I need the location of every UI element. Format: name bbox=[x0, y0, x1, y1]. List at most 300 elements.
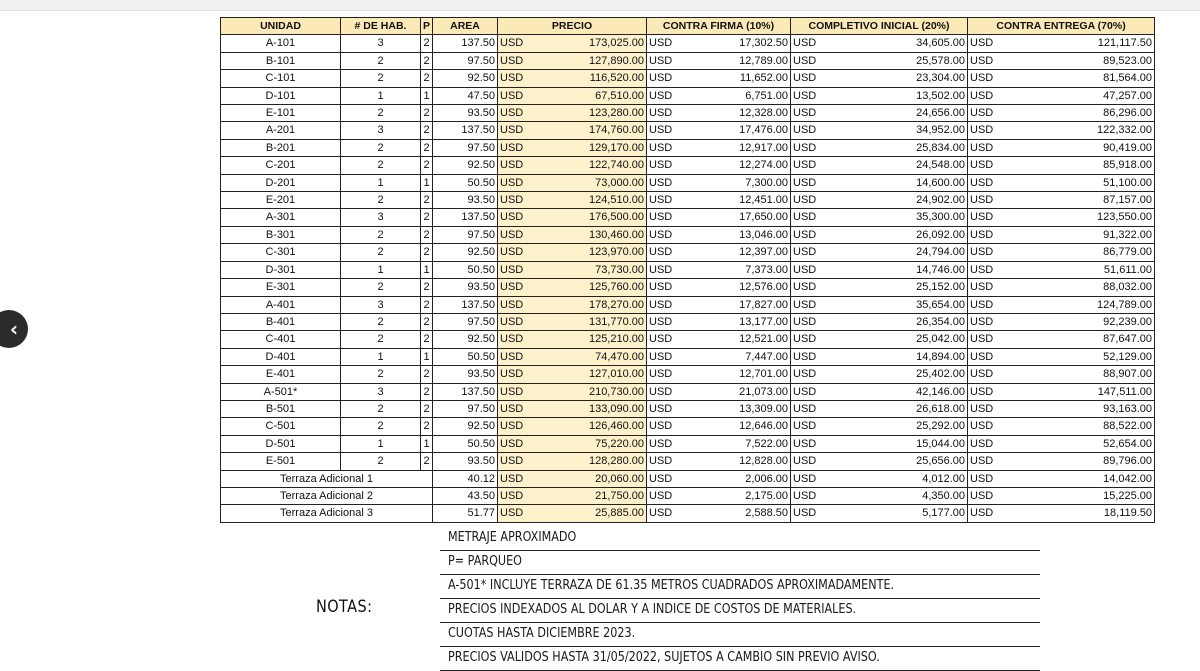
entrega-currency-cell: USD bbox=[968, 505, 1002, 522]
firma-amount-cell: 2,175.00 bbox=[681, 487, 791, 504]
table-row bbox=[221, 70, 1155, 87]
parking-cell: 2 bbox=[421, 35, 433, 52]
unit-cell: A-401 bbox=[221, 296, 341, 313]
price-cell: 131,770.00 bbox=[536, 313, 647, 330]
firma-amount-cell: 17,650.00 bbox=[681, 209, 791, 226]
unit-cell: E-401 bbox=[221, 366, 341, 383]
bedrooms-cell: 2 bbox=[341, 279, 421, 296]
unit-cell: D-201 bbox=[221, 174, 341, 191]
price-currency-cell: USD bbox=[498, 261, 536, 278]
price-currency-cell: USD bbox=[498, 331, 536, 348]
price-currency-cell: USD bbox=[498, 383, 536, 400]
area-cell: 97.50 bbox=[433, 52, 498, 69]
entrega-amount-cell: 51,100.00 bbox=[1002, 174, 1155, 191]
entrega-currency-cell: USD bbox=[968, 296, 1002, 313]
inicial-currency-cell: USD bbox=[791, 331, 825, 348]
inicial-amount-cell: 34,952.00 bbox=[825, 122, 968, 139]
entrega-currency-cell: USD bbox=[968, 383, 1002, 400]
price-currency-cell: USD bbox=[498, 418, 536, 435]
header-unidad: UNIDAD bbox=[221, 18, 341, 35]
entrega-amount-cell: 87,157.00 bbox=[1002, 192, 1155, 209]
note-text: PRECIOS INDEXADOS AL DOLAR Y A INDICE DE COSTOS DE MATERIALES. bbox=[448, 602, 857, 617]
price-cell: 123,970.00 bbox=[536, 244, 647, 261]
entrega-currency-cell: USD bbox=[968, 487, 1002, 504]
firma-currency-cell: USD bbox=[647, 435, 681, 452]
parking-cell: 2 bbox=[421, 139, 433, 156]
unit-cell: E-301 bbox=[221, 279, 341, 296]
price-currency-cell: USD bbox=[498, 366, 536, 383]
area-cell: 93.50 bbox=[433, 192, 498, 209]
entrega-currency-cell: USD bbox=[968, 122, 1002, 139]
firma-amount-cell: 12,451.00 bbox=[681, 192, 791, 209]
parking-cell: 2 bbox=[421, 105, 433, 122]
price-currency-cell: USD bbox=[498, 122, 536, 139]
entrega-currency-cell: USD bbox=[968, 87, 1002, 104]
price-currency-cell: USD bbox=[498, 296, 536, 313]
entrega-currency-cell: USD bbox=[968, 139, 1002, 156]
bedrooms-cell: 2 bbox=[341, 105, 421, 122]
bedrooms-cell: 2 bbox=[341, 366, 421, 383]
price-cell: 125,210.00 bbox=[536, 331, 647, 348]
price-cell: 116,520.00 bbox=[536, 70, 647, 87]
price-cell: 126,460.00 bbox=[536, 418, 647, 435]
firma-amount-cell: 7,300.00 bbox=[681, 174, 791, 191]
price-cell: 128,280.00 bbox=[536, 453, 647, 470]
area-cell: 97.50 bbox=[433, 226, 498, 243]
area-cell: 137.50 bbox=[433, 122, 498, 139]
inicial-currency-cell: USD bbox=[791, 348, 825, 365]
inicial-currency-cell: USD bbox=[791, 122, 825, 139]
entrega-amount-cell: 88,522.00 bbox=[1002, 418, 1155, 435]
inicial-currency-cell: USD bbox=[791, 105, 825, 122]
firma-amount-cell: 17,476.00 bbox=[681, 122, 791, 139]
entrega-currency-cell: USD bbox=[968, 209, 1002, 226]
terrace-row bbox=[221, 470, 1155, 487]
parking-cell: 2 bbox=[421, 122, 433, 139]
bedrooms-cell: 2 bbox=[341, 331, 421, 348]
bedrooms-cell: 2 bbox=[341, 192, 421, 209]
entrega-amount-cell: 92,239.00 bbox=[1002, 313, 1155, 330]
inicial-currency-cell: USD bbox=[791, 226, 825, 243]
entrega-amount-cell: 122,332.00 bbox=[1002, 122, 1155, 139]
price-cell: 123,280.00 bbox=[536, 105, 647, 122]
inicial-currency-cell: USD bbox=[791, 313, 825, 330]
price-currency-cell: USD bbox=[498, 505, 536, 522]
firma-amount-cell: 13,046.00 bbox=[681, 226, 791, 243]
firma-amount-cell: 12,274.00 bbox=[681, 157, 791, 174]
parking-cell: 1 bbox=[421, 261, 433, 278]
entrega-currency-cell: USD bbox=[968, 331, 1002, 348]
unit-cell: B-301 bbox=[221, 226, 341, 243]
price-cell: 73,730.00 bbox=[536, 261, 647, 278]
unit-cell: E-201 bbox=[221, 192, 341, 209]
table-row bbox=[221, 435, 1155, 452]
firma-amount-cell: 7,447.00 bbox=[681, 348, 791, 365]
price-currency-cell: USD bbox=[498, 470, 536, 487]
unit-cell: C-201 bbox=[221, 157, 341, 174]
area-cell: 50.50 bbox=[433, 174, 498, 191]
bedrooms-cell: 2 bbox=[341, 139, 421, 156]
inicial-amount-cell: 24,548.00 bbox=[825, 157, 968, 174]
price-cell: 73,000.00 bbox=[536, 174, 647, 191]
price-cell: 122,740.00 bbox=[536, 157, 647, 174]
note-item bbox=[440, 647, 1040, 671]
area-cell: 97.50 bbox=[433, 313, 498, 330]
table-row bbox=[221, 192, 1155, 209]
area-cell: 93.50 bbox=[433, 279, 498, 296]
price-cell: 130,460.00 bbox=[536, 226, 647, 243]
bedrooms-cell: 3 bbox=[341, 296, 421, 313]
entrega-amount-cell: 18,119.50 bbox=[1002, 505, 1155, 522]
note-text: P= PARQUEO bbox=[448, 554, 522, 569]
entrega-amount-cell: 87,647.00 bbox=[1002, 331, 1155, 348]
area-cell: 137.50 bbox=[433, 296, 498, 313]
table-row bbox=[221, 174, 1155, 191]
entrega-amount-cell: 147,511.00 bbox=[1002, 383, 1155, 400]
price-cell: 20,060.00 bbox=[536, 470, 647, 487]
price-currency-cell: USD bbox=[498, 487, 536, 504]
price-currency-cell: USD bbox=[498, 348, 536, 365]
inicial-amount-cell: 14,600.00 bbox=[825, 174, 968, 191]
firma-amount-cell: 17,827.00 bbox=[681, 296, 791, 313]
firma-amount-cell: 13,309.00 bbox=[681, 400, 791, 417]
firma-amount-cell: 12,397.00 bbox=[681, 244, 791, 261]
firma-amount-cell: 12,646.00 bbox=[681, 418, 791, 435]
price-cell: 178,270.00 bbox=[536, 296, 647, 313]
entrega-currency-cell: USD bbox=[968, 470, 1002, 487]
area-cell: 40.12 bbox=[433, 470, 498, 487]
table-row bbox=[221, 400, 1155, 417]
header-completivo-inicial: COMPLETIVO INICIAL (20%) bbox=[791, 18, 968, 35]
area-cell: 97.50 bbox=[433, 139, 498, 156]
price-currency-cell: USD bbox=[498, 105, 536, 122]
entrega-currency-cell: USD bbox=[968, 105, 1002, 122]
bedrooms-cell: 2 bbox=[341, 157, 421, 174]
inicial-amount-cell: 24,902.00 bbox=[825, 192, 968, 209]
entrega-currency-cell: USD bbox=[968, 313, 1002, 330]
unit-cell: A-201 bbox=[221, 122, 341, 139]
entrega-amount-cell: 86,779.00 bbox=[1002, 244, 1155, 261]
price-currency-cell: USD bbox=[498, 35, 536, 52]
entrega-amount-cell: 121,117.50 bbox=[1002, 35, 1155, 52]
inicial-amount-cell: 23,304.00 bbox=[825, 70, 968, 87]
price-cell: 173,025.00 bbox=[536, 35, 647, 52]
area-cell: 92.50 bbox=[433, 418, 498, 435]
inicial-amount-cell: 13,502.00 bbox=[825, 87, 968, 104]
inicial-currency-cell: USD bbox=[791, 453, 825, 470]
price-cell: 67,510.00 bbox=[536, 87, 647, 104]
entrega-currency-cell: USD bbox=[968, 70, 1002, 87]
area-cell: 137.50 bbox=[433, 383, 498, 400]
price-cell: 210,730.00 bbox=[536, 383, 647, 400]
area-cell: 93.50 bbox=[433, 105, 498, 122]
inicial-currency-cell: USD bbox=[791, 52, 825, 69]
firma-currency-cell: USD bbox=[647, 279, 681, 296]
entrega-currency-cell: USD bbox=[968, 435, 1002, 452]
price-cell: 127,010.00 bbox=[536, 366, 647, 383]
inicial-amount-cell: 25,042.00 bbox=[825, 331, 968, 348]
entrega-amount-cell: 93,163.00 bbox=[1002, 400, 1155, 417]
inicial-currency-cell: USD bbox=[791, 209, 825, 226]
bedrooms-cell: 1 bbox=[341, 87, 421, 104]
table-row bbox=[221, 418, 1155, 435]
area-cell: 92.50 bbox=[433, 70, 498, 87]
previous-page-button[interactable] bbox=[0, 310, 28, 348]
price-currency-cell: USD bbox=[498, 52, 536, 69]
price-cell: 74,470.00 bbox=[536, 348, 647, 365]
entrega-currency-cell: USD bbox=[968, 192, 1002, 209]
price-cell: 124,510.00 bbox=[536, 192, 647, 209]
inicial-amount-cell: 24,794.00 bbox=[825, 244, 968, 261]
table-row bbox=[221, 122, 1155, 139]
header-contra-entrega: CONTRA ENTREGA (70%) bbox=[968, 18, 1155, 35]
entrega-currency-cell: USD bbox=[968, 35, 1002, 52]
inicial-currency-cell: USD bbox=[791, 157, 825, 174]
inicial-amount-cell: 25,578.00 bbox=[825, 52, 968, 69]
parking-cell: 2 bbox=[421, 296, 433, 313]
chevron-left-icon: ‹ bbox=[9, 317, 19, 341]
inicial-currency-cell: USD bbox=[791, 400, 825, 417]
table-row bbox=[221, 105, 1155, 122]
parking-cell: 2 bbox=[421, 418, 433, 435]
bedrooms-cell: 2 bbox=[341, 418, 421, 435]
header-contra-firma: CONTRA FIRMA (10%) bbox=[647, 18, 791, 35]
table-row bbox=[221, 296, 1155, 313]
parking-cell: 1 bbox=[421, 435, 433, 452]
table-row bbox=[221, 348, 1155, 365]
price-currency-cell: USD bbox=[498, 70, 536, 87]
notes-list bbox=[440, 527, 1040, 671]
entrega-currency-cell: USD bbox=[968, 400, 1002, 417]
note-item bbox=[440, 575, 1040, 599]
entrega-amount-cell: 14,042.00 bbox=[1002, 470, 1155, 487]
parking-cell: 2 bbox=[421, 70, 433, 87]
price-cell: 25,885.00 bbox=[536, 505, 647, 522]
bedrooms-cell: 2 bbox=[341, 52, 421, 69]
unit-cell: C-301 bbox=[221, 244, 341, 261]
firma-amount-cell: 12,828.00 bbox=[681, 453, 791, 470]
area-cell: 50.50 bbox=[433, 261, 498, 278]
entrega-currency-cell: USD bbox=[968, 366, 1002, 383]
firma-currency-cell: USD bbox=[647, 70, 681, 87]
header-parqueo: P bbox=[421, 18, 433, 35]
entrega-currency-cell: USD bbox=[968, 174, 1002, 191]
area-cell: 43.50 bbox=[433, 487, 498, 504]
parking-cell: 1 bbox=[421, 348, 433, 365]
firma-amount-cell: 12,917.00 bbox=[681, 139, 791, 156]
price-currency-cell: USD bbox=[498, 400, 536, 417]
price-cell: 133,090.00 bbox=[536, 400, 647, 417]
parking-cell: 1 bbox=[421, 87, 433, 104]
bedrooms-cell: 1 bbox=[341, 435, 421, 452]
entrega-amount-cell: 89,523.00 bbox=[1002, 52, 1155, 69]
note-text: A-501* INCLUYE TERRAZA DE 61.35 METROS CUADRADOS APROXIMADAMENTE. bbox=[448, 578, 895, 593]
bedrooms-cell: 2 bbox=[341, 313, 421, 330]
entrega-amount-cell: 88,032.00 bbox=[1002, 279, 1155, 296]
parking-cell: 2 bbox=[421, 226, 433, 243]
firma-currency-cell: USD bbox=[647, 331, 681, 348]
header-habitaciones: # DE HAB. bbox=[341, 18, 421, 35]
inicial-currency-cell: USD bbox=[791, 244, 825, 261]
inicial-amount-cell: 26,092.00 bbox=[825, 226, 968, 243]
firma-currency-cell: USD bbox=[647, 470, 681, 487]
inicial-currency-cell: USD bbox=[791, 418, 825, 435]
inicial-amount-cell: 26,618.00 bbox=[825, 400, 968, 417]
entrega-currency-cell: USD bbox=[968, 261, 1002, 278]
entrega-amount-cell: 86,296.00 bbox=[1002, 105, 1155, 122]
inicial-currency-cell: USD bbox=[791, 35, 825, 52]
area-cell: 137.50 bbox=[433, 209, 498, 226]
price-currency-cell: USD bbox=[498, 244, 536, 261]
area-cell: 97.50 bbox=[433, 400, 498, 417]
table-row bbox=[221, 35, 1155, 52]
inicial-amount-cell: 26,354.00 bbox=[825, 313, 968, 330]
notes-label: NOTAS: bbox=[316, 597, 373, 617]
entrega-currency-cell: USD bbox=[968, 157, 1002, 174]
bedrooms-cell: 1 bbox=[341, 261, 421, 278]
parking-cell: 2 bbox=[421, 400, 433, 417]
price-currency-cell: USD bbox=[498, 313, 536, 330]
price-currency-cell: USD bbox=[498, 279, 536, 296]
inicial-amount-cell: 4,012.00 bbox=[825, 470, 968, 487]
header-area: AREA bbox=[433, 18, 498, 35]
bedrooms-cell: 2 bbox=[341, 453, 421, 470]
entrega-currency-cell: USD bbox=[968, 348, 1002, 365]
area-cell: 50.50 bbox=[433, 435, 498, 452]
bedrooms-cell: 2 bbox=[341, 244, 421, 261]
inicial-amount-cell: 25,292.00 bbox=[825, 418, 968, 435]
entrega-amount-cell: 88,907.00 bbox=[1002, 366, 1155, 383]
bedrooms-cell: 3 bbox=[341, 122, 421, 139]
entrega-amount-cell: 52,129.00 bbox=[1002, 348, 1155, 365]
firma-currency-cell: USD bbox=[647, 35, 681, 52]
parking-cell: 2 bbox=[421, 331, 433, 348]
inicial-amount-cell: 14,746.00 bbox=[825, 261, 968, 278]
inicial-currency-cell: USD bbox=[791, 296, 825, 313]
area-cell: 47.50 bbox=[433, 87, 498, 104]
terrace-row bbox=[221, 487, 1155, 504]
table-row bbox=[221, 366, 1155, 383]
note-item bbox=[440, 527, 1040, 551]
firma-amount-cell: 11,652.00 bbox=[681, 70, 791, 87]
entrega-currency-cell: USD bbox=[968, 52, 1002, 69]
price-currency-cell: USD bbox=[498, 226, 536, 243]
unit-cell: B-201 bbox=[221, 139, 341, 156]
area-cell: 92.50 bbox=[433, 244, 498, 261]
bedrooms-cell: 1 bbox=[341, 174, 421, 191]
firma-currency-cell: USD bbox=[647, 209, 681, 226]
inicial-amount-cell: 15,044.00 bbox=[825, 435, 968, 452]
parking-cell: 2 bbox=[421, 209, 433, 226]
firma-amount-cell: 7,373.00 bbox=[681, 261, 791, 278]
price-table bbox=[220, 17, 1155, 523]
firma-amount-cell: 12,576.00 bbox=[681, 279, 791, 296]
firma-currency-cell: USD bbox=[647, 87, 681, 104]
area-cell: 92.50 bbox=[433, 157, 498, 174]
entrega-amount-cell: 52,654.00 bbox=[1002, 435, 1155, 452]
firma-currency-cell: USD bbox=[647, 226, 681, 243]
unit-cell: D-101 bbox=[221, 87, 341, 104]
firma-amount-cell: 12,521.00 bbox=[681, 331, 791, 348]
area-cell: 92.50 bbox=[433, 331, 498, 348]
entrega-amount-cell: 85,918.00 bbox=[1002, 157, 1155, 174]
unit-cell: E-501 bbox=[221, 453, 341, 470]
unit-cell: D-401 bbox=[221, 348, 341, 365]
price-currency-cell: USD bbox=[498, 139, 536, 156]
inicial-currency-cell: USD bbox=[791, 435, 825, 452]
parking-cell: 2 bbox=[421, 157, 433, 174]
entrega-amount-cell: 90,419.00 bbox=[1002, 139, 1155, 156]
note-item bbox=[440, 599, 1040, 623]
viewer-top-bar bbox=[0, 0, 1200, 11]
parking-cell: 2 bbox=[421, 366, 433, 383]
header-precio: PRECIO bbox=[498, 18, 647, 35]
price-cell: 176,500.00 bbox=[536, 209, 647, 226]
price-cell: 129,170.00 bbox=[536, 139, 647, 156]
entrega-amount-cell: 124,789.00 bbox=[1002, 296, 1155, 313]
entrega-amount-cell: 15,225.00 bbox=[1002, 487, 1155, 504]
parking-cell: 2 bbox=[421, 313, 433, 330]
firma-amount-cell: 12,789.00 bbox=[681, 52, 791, 69]
inicial-currency-cell: USD bbox=[791, 470, 825, 487]
firma-currency-cell: USD bbox=[647, 453, 681, 470]
parking-cell: 2 bbox=[421, 52, 433, 69]
firma-currency-cell: USD bbox=[647, 487, 681, 504]
area-cell: 51.77 bbox=[433, 505, 498, 522]
inicial-amount-cell: 25,834.00 bbox=[825, 139, 968, 156]
price-currency-cell: USD bbox=[498, 209, 536, 226]
entrega-amount-cell: 91,322.00 bbox=[1002, 226, 1155, 243]
note-text: PRECIOS VALIDOS HASTA 31/05/2022, SUJETOS A CAMBIO SIN PREVIO AVISO. bbox=[448, 650, 880, 665]
entrega-currency-cell: USD bbox=[968, 244, 1002, 261]
inicial-currency-cell: USD bbox=[791, 70, 825, 87]
firma-currency-cell: USD bbox=[647, 244, 681, 261]
firma-amount-cell: 2,588.50 bbox=[681, 505, 791, 522]
unit-cell: C-401 bbox=[221, 331, 341, 348]
table-row bbox=[221, 226, 1155, 243]
area-cell: 137.50 bbox=[433, 35, 498, 52]
inicial-currency-cell: USD bbox=[791, 366, 825, 383]
price-cell: 125,760.00 bbox=[536, 279, 647, 296]
price-cell: 21,750.00 bbox=[536, 487, 647, 504]
table-row bbox=[221, 244, 1155, 261]
terrace-row bbox=[221, 505, 1155, 522]
entrega-amount-cell: 47,257.00 bbox=[1002, 87, 1155, 104]
firma-amount-cell: 17,302.50 bbox=[681, 35, 791, 52]
unit-cell: B-401 bbox=[221, 313, 341, 330]
firma-currency-cell: USD bbox=[647, 418, 681, 435]
price-cell: 127,890.00 bbox=[536, 52, 647, 69]
table-row bbox=[221, 261, 1155, 278]
terrace-label-cell: Terraza Adicional 2 bbox=[221, 487, 433, 504]
unit-cell: D-301 bbox=[221, 261, 341, 278]
firma-amount-cell: 21,073.00 bbox=[681, 383, 791, 400]
unit-cell: C-101 bbox=[221, 70, 341, 87]
unit-cell: D-501 bbox=[221, 435, 341, 452]
bedrooms-cell: 3 bbox=[341, 35, 421, 52]
entrega-currency-cell: USD bbox=[968, 418, 1002, 435]
price-cell: 75,220.00 bbox=[536, 435, 647, 452]
area-cell: 50.50 bbox=[433, 348, 498, 365]
table-row bbox=[221, 453, 1155, 470]
firma-currency-cell: USD bbox=[647, 296, 681, 313]
firma-amount-cell: 12,701.00 bbox=[681, 366, 791, 383]
firma-currency-cell: USD bbox=[647, 192, 681, 209]
inicial-currency-cell: USD bbox=[791, 139, 825, 156]
price-cell: 174,760.00 bbox=[536, 122, 647, 139]
bedrooms-cell: 3 bbox=[341, 383, 421, 400]
bedrooms-cell: 2 bbox=[341, 70, 421, 87]
